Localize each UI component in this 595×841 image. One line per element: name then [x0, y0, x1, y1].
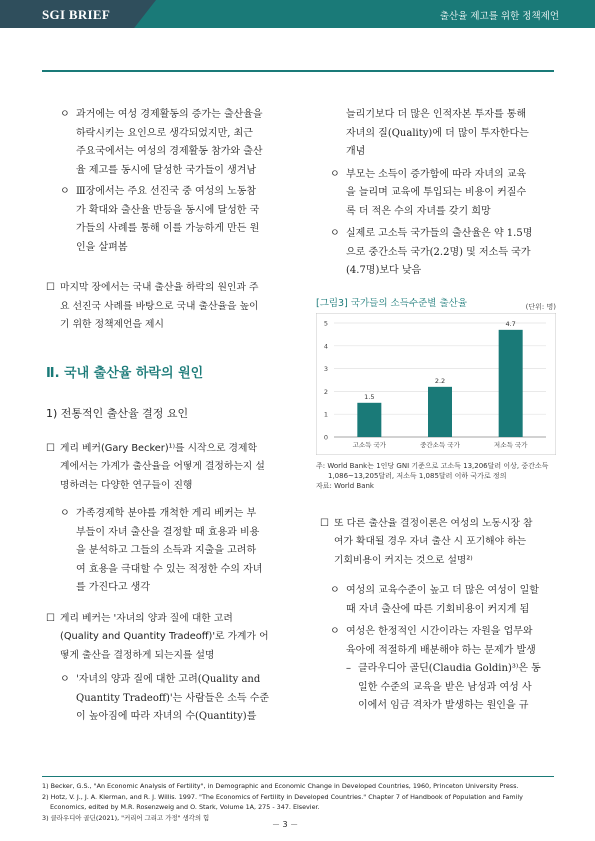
- text-line: 을 늘리며 교육에 투입되는 비용이 커질수: [346, 187, 527, 198]
- text-line: 부모는 소득이 증가함에 따라 자녀의 교육: [346, 168, 527, 180]
- value-label: 2.2: [434, 376, 446, 385]
- square-item: [320, 515, 556, 571]
- circle-bullet: ㅇ: [60, 674, 70, 685]
- text-line: 육아에 적절하게 배분해야 하는 문제가 발생: [346, 644, 536, 656]
- x-tick-label: 저소득 국가: [493, 440, 528, 449]
- text-line: 으로 중간소득 국가(2.2명) 및 저소득 국가: [346, 246, 531, 258]
- y-tick-label: 5: [323, 319, 328, 327]
- text-line: 계에서는 가계가 출산율을 어떻게 결정하는지 설: [60, 461, 265, 472]
- text-line: 요 선진국 사례를 바탕으로 국내 출산율을 높이: [60, 300, 259, 312]
- figure-unit: (단위: 명): [525, 302, 556, 311]
- square-bullet: ☐: [46, 282, 55, 293]
- circle-bullet: ㅇ: [60, 508, 70, 519]
- text-line: 떻게 출산을 결정하게 되는지를 설명: [60, 649, 215, 661]
- left-column: [46, 106, 298, 727]
- text-line: 율 제고를 동시에 달성한 국가들이 생겨남: [76, 164, 257, 176]
- circle-bullet: ㅇ: [330, 626, 340, 637]
- bullet-item: [46, 183, 298, 257]
- text-line: 실제로 고소득 국가들의 출산율은 약 1.5명: [346, 228, 533, 239]
- footnote-1: 1) Becker, G.S., "An Economic Analysis of Fertility", in Demographic and Economic Change in Developed Countries, 1960, Princeton University Press.: [42, 782, 519, 790]
- text-line: 명하려는 다양한 연구들이 진행: [60, 479, 193, 491]
- subsection-title: 1) 전통적인 출산율 결정 요인: [46, 407, 189, 420]
- square-item: [46, 440, 298, 496]
- text-line: (4.7명)보다 낮음: [346, 265, 422, 276]
- x-tick-label: 고소득 국가: [352, 440, 387, 449]
- footnote-2: 2) Hotz, V. J., J. A. Klerman, and R. J. Willis. 1997. "The Economics of Fertility in Developed Countries." Chapter 7 of Handbook of Population and Family: [42, 792, 523, 801]
- figure-header: [316, 295, 556, 311]
- square-item: [46, 279, 298, 335]
- text-line: 자녀의 질(Quality)에 더 많이 투자한다는: [346, 127, 529, 139]
- bullet-item: [46, 505, 298, 598]
- value-label: 1.5: [364, 392, 375, 401]
- y-tick-label: 0: [323, 433, 328, 441]
- section-title: Ⅱ. 국내 출산율 하락의 원인: [46, 365, 204, 381]
- text-line: 일한 수준의 교육을 받은 남성과 여성 사: [358, 681, 532, 693]
- text-line: 여가 확대될 경우 자녀 출산 시 포기해야 하는: [334, 536, 527, 547]
- text-line: 기회비용이 커지는 것으로 설명²⁾: [334, 554, 473, 566]
- text-line: 인을 살펴봄: [76, 241, 128, 253]
- text-line: 클라우디아 골딘(Claudia Goldin)³⁾은 동: [358, 663, 541, 674]
- circle-bullet: ㅇ: [330, 168, 340, 180]
- value-label: 4.7: [505, 319, 516, 328]
- footnote-2-cont: Economics, edited by M.R. Rosenzweig and O. Stark, Volume 1A, 275 - 347. Elsevier.: [50, 803, 320, 811]
- circle-bullet: ㅇ: [60, 109, 70, 120]
- text-line: 부들이 자녀 출산을 결정할 때 효용과 비용: [76, 526, 260, 538]
- text-line: 가 확대와 출산율 반등을 동시에 달성한 국: [76, 204, 260, 216]
- dash-item: [316, 660, 556, 716]
- text-line: 가들의 사례를 통해 이를 가능하게 만든 원: [76, 223, 260, 234]
- text-line: 록 더 적은 수의 자녀를 갖기 희망: [346, 205, 491, 217]
- text-line: 를 가진다고 생각: [76, 582, 150, 593]
- bar: [357, 402, 381, 436]
- bullet-item: [316, 166, 556, 222]
- page-header: [0, 0, 595, 28]
- bullet-item: [46, 106, 298, 180]
- bullet-item: [316, 582, 556, 619]
- square-bullet: ☐: [320, 517, 329, 529]
- text-line: 때 자녀 출산에 따른 기회비용이 커지게 됨: [346, 603, 530, 615]
- text-line: 가족경제학 분야를 개척한 게리 베커는 부: [76, 508, 257, 519]
- circle-bullet: ㅇ: [330, 585, 340, 596]
- bullet-item: [316, 225, 556, 281]
- bullet-item: [46, 671, 298, 727]
- x-tick-label: 중간소득 국가: [420, 440, 460, 449]
- header-title: 출산율 제고를 위한 정책제언: [439, 11, 559, 22]
- text-line: 을 분석하고 그들의 소득과 지출을 고려하: [76, 545, 257, 556]
- text-line: 이에서 임금 격차가 발생하는 원인을 규: [358, 700, 529, 711]
- bar: [428, 386, 452, 436]
- text-line: 과거에는 여성 경제활동의 증가는 출산율을: [76, 109, 263, 120]
- circle-bullet: ㅇ: [60, 186, 70, 197]
- note-line: 주: World Bank는 1인당 GNI 기준으로 고소득 13,206달러 이상, 중간소득: [316, 461, 549, 470]
- y-tick-label: 2: [323, 387, 328, 396]
- square-bullet: ☐: [46, 612, 55, 624]
- figure-title: [그림3] 국가들의 소득수준별 출산율: [316, 297, 467, 309]
- text-line: 기 위한 정책제언을 제시: [60, 319, 164, 330]
- text-line: 여성은 한정적인 시간이라는 자원을 업무와: [346, 626, 533, 637]
- text-line: 개념: [346, 146, 366, 157]
- text-line: 또 다른 출산율 결정이론은 여성의 노동시장 참: [334, 517, 533, 529]
- text-line: 여성의 교육수준이 높고 더 많은 여성이 일할: [346, 585, 539, 596]
- square-bullet: ☐: [46, 442, 55, 454]
- footnotes: [42, 781, 554, 823]
- page-number: － 3 －: [272, 820, 299, 829]
- bar: [499, 329, 523, 436]
- text-line: 게리 베커(Gary Becker)¹⁾를 시작으로 경제학: [60, 442, 257, 454]
- y-tick-label: 4: [323, 341, 328, 350]
- income-fertility-bar-chart: [316, 313, 556, 455]
- text-line: 주요국에서는 여성의 경제활동 참가와 출산: [76, 146, 263, 157]
- text-line: '자녀의 양과 질에 대한 고려(Quality and: [76, 674, 261, 685]
- bullet-item: [316, 623, 556, 660]
- source-line: 자료: World Bank: [316, 481, 374, 490]
- text-line: (Quality and Quantity Tradeoff)'로 가계가 어: [60, 631, 269, 642]
- footnote-3: 3) 클라우디아 골딘(2021), "커리어 그리고 가정" 생각의 힘: [42, 813, 210, 822]
- y-tick-label: 3: [323, 364, 328, 373]
- right-column: [316, 106, 556, 716]
- continued-text: [316, 106, 556, 162]
- brand-logo: SGI BRIEF: [42, 7, 111, 22]
- text-line: Ⅲ장에서는 주요 선진국 중 여성의 노동참: [76, 186, 257, 197]
- text-line: 늘리기보다 더 많은 인적자본 투자를 통해: [346, 109, 527, 120]
- square-item: [46, 610, 298, 666]
- text-line: 게리 베커는 '자녀의 양과 질에 대한 고려: [60, 612, 233, 624]
- text-line: 하락시키는 요인으로 생각되었지만, 최근: [76, 127, 253, 139]
- text-line: 마지막 장에서는 국내 출산율 하락의 원인과 주: [60, 282, 259, 293]
- note-line: 1,086~13,205달러, 저소득 1,085달러 이하 국가로 정의: [328, 471, 507, 480]
- y-tick-label: 1: [323, 410, 328, 419]
- text-line: 여 효용을 극대할 수 있는 적정한 수의 자녀: [76, 563, 263, 575]
- dash-bullet: –: [346, 663, 351, 674]
- footnote-rule: [42, 776, 554, 777]
- circle-bullet: ㅇ: [330, 228, 340, 239]
- text-line: 이 높아짐에 따라 자녀의 수(Quantity)를: [76, 711, 257, 722]
- text-line: Quantity Tradeoff)'는 사람들은 소득 수준: [76, 692, 270, 704]
- figure-note: [316, 461, 556, 491]
- header-rule: [42, 70, 554, 72]
